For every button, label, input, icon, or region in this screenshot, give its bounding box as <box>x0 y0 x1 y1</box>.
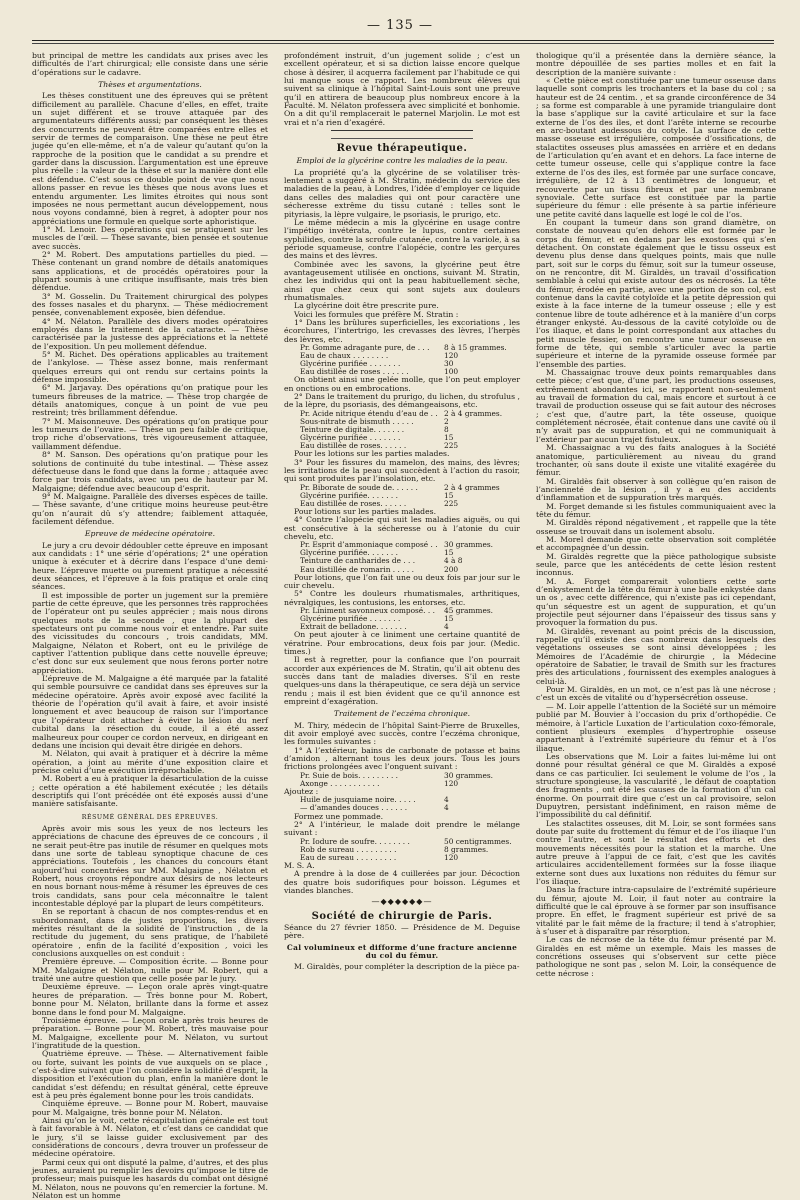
paragraph: M. Giraldès, revenant au point précis de la discussion, rappelle qu’il existe des cas nombreux dans lesquels des végétations osseuses se sont ainsi développées ; les Mémoires de l’Académie de chirurgie , la Médecine opératoire de Sabatier, le travail de Smith sur les fractures près des articulations , fournissent des exemples analogues à celui-là. <box>536 626 776 686</box>
prescription-ingredient: Pr. Suie de bois. . . . . . . . . <box>300 770 399 780</box>
section-heading: Traitement de l’eczéma chronique. <box>333 709 471 719</box>
header-rule <box>32 40 774 41</box>
paragraph: thologique qu’il a présentée dans la dernière séance, la montre dépouillée de ses parties molles et en fait la description de la manière suivante : <box>536 51 776 77</box>
paragraph: M. A. Forget comparerait volontiers cette sorte d’enkystement de la tête du fémur à une balle enkystée dans un os , avec cette différence, qui n’existe pas ici cependant, qu’un séquestre est un agent de suppuration, et qu’un projectile peut séjourner dans l’épaisseur des tissus sans y provoquer la formation du pus. <box>536 576 776 628</box>
paragraph: On peut ajouter à ce liniment une certaine quantité de vératrine. Pour embrocations, deux fois par jour. (Medic. times.) <box>284 630 520 656</box>
paragraph: 4° Contre l’alopécie qui suit les maladies aiguës, ou qui est consécutive à la sécheresse ou à l’atonie du cuir chevelu, etc. <box>284 515 520 541</box>
paragraph: M. Chassaignac trouve deux points remarquables dans cette pièce; c’est que, d’une part, les productions osseuses, extrêmement abondantes ici, se rapportent non-seulement au travail de formation du cal, mais encore et surtout à ce travail de production osseuse qui se fait autour des nécroses ; c’est que, d’autre part, la tête osseuse, quoique complétement nécrosée, était contenue dans une cavité où il n’y avait pas de suppuration, et qui ne communiquait à l’extérieur par aucun trajet fistuleux. <box>536 368 776 444</box>
paragraph: 1° A l’extérieur, bains de carbonate de potasse et bains d’amidon , alternant tous les deux jours. Tous les jours frictions prolongées avec l’onguent suivant : <box>284 745 520 772</box>
prescription-ingredient: Pr. Esprit d’ammoniaque composé . . <box>300 540 438 550</box>
prescription-ingredient: Glycérine purifiée. . . . . . . <box>300 490 398 500</box>
paragraph: 5° Contre les douleurs rhumatismales, arthritiques, névralgiques, les contusions, les entorses, etc. <box>284 589 520 607</box>
prescription-amount: 200 <box>444 564 459 574</box>
prescription-amount: 120 <box>444 852 459 862</box>
paragraph: 3° Pour les fissures du mamelon, des mains, des lèvres; les irritations de la peau qui succèdent à l’action du rasoir, qui sont produites par l’insolation, etc. <box>284 457 520 484</box>
paragraph: 1° Dans les brûlures superficielles, les excoriations , les écorchures, l’intertrigo, les crevasses des lèvres, l’herpès des lèvres, etc. <box>284 317 520 344</box>
paragraph: 6° M. Jarjavay. Des opérations qu’on pratique pour les tumeurs fibreuses de la matrice. — Thèse trop chargée de détails anatomiques, conçue à un point de vue peu restreint; très brillamment défendue. <box>32 383 268 418</box>
prescription-ingredient: Pr. Liniment savonneux composé. . . <box>300 606 435 615</box>
prescription-ingredient: Rob de sureau . . . . . . . . . <box>300 844 397 854</box>
prescription-amount: 15 <box>444 614 454 624</box>
paragraph: Quatrième épreuve. — Thèse. — Alternativement faible ou forte, suivant les points de vue auxquels on se place , c’est-à-dire suivant que l’on considère la solidité d’esprit, la disposition et l’exécution du plan, enfin la manière dont le candidat s’est défendu; en résultat général, cette épreuve est à peu près également bonne pour les trois candidats. <box>32 1049 268 1100</box>
paragraph: Le même médecin a mis la glycérine en usage contre l’impétigo invétérata, contre le lupus, contre certaines syphilides, contre la scrofule cutanée, contre la variole, à sa période squameuse, contre l’alopécie, contre les gerçures des mains et des lèvres. <box>284 217 520 261</box>
page-number: — 135 — <box>366 18 434 33</box>
paragraph: La glycérine doit être prescrite pure. <box>294 301 439 311</box>
paragraph: Le cas de nécrose de la tête du fémur présenté par M. Giraldès en est même un exemple. Mais les masses de concrétions osseuses qui s’observent sur cette pièce pathologique ne sont pas , selon M. Loir, la conséquence de cette nécrose : <box>536 935 776 978</box>
paragraph: Cinquième épreuve. — Bonne pour M. Robert, mauvaise pour M. Malgaigne, très bonne pour M. Nélaton. <box>32 1099 268 1117</box>
section-heading: Emploi de la glycérine contre les maladies de la peau. <box>296 156 508 166</box>
column-left <box>32 51 269 1200</box>
column-middle <box>284 52 520 1132</box>
prescription-amount: 15 <box>444 490 454 500</box>
paragraph: En se reportant à chacun de nos comptes-rendus et en subordonnant, dans de justes proportions, les divers mérites résultant de la solidité de l’instruction , de la rectitude du jugement, du sens pratique, de l’habileté opératoire , enfin de la facilité d’exposition , voici les conclusions auxquelles on est conduit : <box>32 907 268 959</box>
paragraph: Après avoir mis sous les yeux de nos lecteurs les appréciations de chacune des épreuves de ce concours , il ne serait peut-être pas inutile de résumer en quelques mots dans une sorte de tableau synoptique chacune de ces appréciations. Toutefois , les chances du concours étant aujourd’hui concentrées sur MM. Malgaigne , Nélaton et Robert, nous croyons répondre aux désirs de nos lecteurs en nous bornant nous-même à résumer les épreuves de ces trois candidats, sans pour cela méconnaître le talent incontestable déployé par la plupart de leurs compétiteurs. <box>32 823 268 909</box>
paragraph: La propriété qu’a la glycérine de se volatiliser très-lentement a suggéré à M. Stratin, médecin du service des maladies de la peau, à Londres, l’idée d’employer ce liquide dans celles des maladies qui ont pour caractère une sécheresse extrême du tissu cutané : telles sont le pityriasis, la lèpre vulgaire, le psoriasis, le prurigo, etc. <box>284 167 520 219</box>
paragraph: — M. Loir appelle l’attention de la Société sur un mémoire publié par M. Bouvier à l’occasion du prix d’orthopédie. Ce mémoire, à l’article Luxation de l’articulation coxo-fémorale, contient plusieurs exemples d’hypertrophie osseuse appartenant à l’extrémité supérieure du fémur et à l’os iliaque. <box>536 701 776 753</box>
prescription-amount: 50 centigrammes. <box>444 836 512 846</box>
prescription-amount: 100 <box>444 367 459 377</box>
paragraph: M. Giraldès répond négativement , et rappelle que la tête osseuse se trouvait dans un isolement absolu. <box>536 518 776 536</box>
prescription-ingredient: Extrait de belladone. . . . . . . <box>300 622 407 632</box>
header-rule-thin <box>32 43 774 44</box>
section-heading: RÉSUMÉ GÉNÉRAL DES ÉPREUVES. <box>81 813 219 821</box>
paragraph: profondément instruit, d’un jugement solide ; c’est un excellent opérateur, et si sa diction laisse encore quelque chose à désirer, il acquerra facilement par l’habitude ce qui lui manque sous ce rapport. Les nombreux élèves qui suivent sa clinique à l’hôpital Saint-Louis sont une preuve qu’il en attirera de beaucoup plus nombreux encore à la Faculté. M. Nélaton professera avec simplicité et bonhomie. On a dit qu’il remplacerait le paternel Marjolin. Le mot est vrai et n’a rien d’exagéré. <box>284 51 520 127</box>
paragraph: M. Robert a eu à pratiquer la désarticulation de la cuisse ; cette opération a été habilement exécutée ; les détails descriptifs qui l’ont précédée ont été exposés aussi d’une manière satisfaisante. <box>32 774 268 809</box>
paragraph: 5° M. Richet. Des opérations applicables au traitement de l’ankylose. — Thèse assez bonne, mais renfermant quelques erreurs qui ont rendu sur certains points la défense impossible. <box>32 350 268 385</box>
paragraph: A prendre à la dose de 4 cuillerées par jour. Décoction des quatre bois sudorifiques pour boisson. Légumes et viandes blanches. <box>284 869 520 895</box>
paragraph: Parmi ceux qui ont disputé la palme, d’autres, et des plus jeunes, auraient pu remplir les devoirs qu’impose le titre de professeur; mais puisque les hasards du combat ont désigné M. Nélaton, nous ne pouvons qu’en remercier la fortune. M. Nélaton est un homme <box>32 1157 269 1200</box>
section-heading: Cal volumineux et difforme d’une fracture ancienne du col du fémur. <box>286 942 518 960</box>
paragraph: Pour M. Giraldès, en un mot, ce n’est pas là une nécrose ; c’est un excès de vitalité ou d’hypersécrétion osseuse. <box>536 685 776 703</box>
paragraph: Première épreuve. — Composition écrite. — Bonne pour MM. Malgaigne et Nélaton, nulle pour M. Robert, qui a traité une autre question que celle posée par le jury. <box>32 957 268 984</box>
prescription-ingredient: Eau de sureau . . . . . . . . . <box>300 852 397 862</box>
paragraph: Pour lotions, que l’on fait une ou deux fois par jour sur le cuir chevelu. <box>284 572 520 590</box>
prescription-ingredient: Teinture de cantharides de . . . <box>300 556 416 566</box>
paragraph: Les thèses constituent une des épreuves qui se prêtent difficilement au parallèle. Chacune d’elles, en effet, traite un sujet différent et se trouve attaquée par des argumentateurs différents aussi; par conséquent les thèses des concurrents ne peuvent être comparées entre elles et servir de termes de comparaison. Une thèse ne peut être jugée qu’en elle-même, et n’a de valeur qu’autant qu’on la rapproche de la position que le candidat a su prendre et garder dans la discussion. L’argumentation est une épreuve plus réelle : la valeur de la thèse et sur la manière dont elle est défendue. C’est sous ce double point de vue que nous allons passer en revue les thèses que nous avons lues et entendu argumenter. Les limites étroites qui nous sont imposées ne nous permettant aucun développement, nous nous voyons condamné, bien à regret, à adopter pour nos appréciations une formule en quelque sorte aphoristique. <box>32 91 268 226</box>
section-heading: Epreuve de médecine opératoire. <box>84 529 216 539</box>
prescription-amount: 120 <box>444 351 459 361</box>
prescription-ingredient: Eau distillée de roses . . . . . . <box>300 367 409 377</box>
prescription-amount: 4 <box>444 795 449 805</box>
prescription-ingredient: Pr. Acide nitrique étendu d’eau de . . <box>300 408 438 418</box>
paragraph: En coupant la tumeur dans son grand diamètre, on constate de nouveau qu’en dehors elle est formée par le corps du fémur, et en dedans par les exostoses qui s’en détachent. On constate également que le tissu osseux est devenu plus dense dans quelques points, mais que nulle part, soit sur le corps du fémur, soit sur la tumeur osseuse, on ne rencontre, dit M. Giraldès, un travail d’ossification semblable à celui qui existe autour des os nécrosés. La tête du fémur, érodée en partie, avec une portion de son col, est contenue dans la cavité cotyloïde et la petite dépression qui existe à la face interne de la tumeur osseuse ; elle y est contenue libre de toute adhérence et à la manière d’un corps étranger enkysté. Au-dessous de la cavité cotyloïde ou de l’os iliaque, et dans le point correspondant aux attaches du petit muscle fessier, on rencontre une tumeur osseuse en forme de tête, qui semble s’articuler avec la partie supérieure et interne de la pyramide osseuse formée par l’ensemble des parties. <box>536 217 776 369</box>
prescription-ingredient: Glycérine purifiée. . . . . . . <box>300 548 398 558</box>
paragraph: M. Morel demande que cette observation soit complétée et accompagnée d’un dessin. <box>536 534 776 553</box>
prescription-ingredient: Eau distillée de roses. . . . . . <box>300 441 407 451</box>
prescription-ingredient: Teinture de digitale. . . . . . . <box>300 424 405 434</box>
paragraph: « Cette pièce est constituée par une tumeur osseuse dans laquelle sont compris les trochanters et la base du col ; sa hauteur est de 24 centim. , et sa grande circonférence de 34 ; sa forme est comparable à une pyramide triangulaire dont la base s’applique sur la cavité articulaire et sur la face externe de l’os des iles, et dont l’arête interne se recourbe en arc-boutant audessous du cotyle. La surface de cette masse osseuse est irrégulière, composée d’ossifications, de stalactites osseuses plus amassées en arrière et en dedans de l’articulation qu’en avant et en dehors. La face interne de cette tumeur osseuse, celle qui s’applique contre la face externe de l’os des iles, est formée par une surface concave, irrégulière, de 12 à 13 centimètres de longueur, et recouverte par un tissu fibreux et par une membrane synoviale. Cette surface est constituée par la partie supérieure du fémur : elle présente à sa partie inférieure une petite cavité dans laquelle est logé le col de l’os. <box>536 76 776 219</box>
prescription-line <box>284 780 520 788</box>
prescription-ingredient: Glycérine purifiée . . . . . . . <box>300 359 401 369</box>
prescription-amount: 4 à 8 <box>444 556 463 566</box>
paragraph: Deuxième épreuve. — Leçon orale après vingt-quatre heures de préparation. — Très bonne pour M. Robert, bonne pour M. Nélaton, brillante dans la forme et assez bonne dans le fond pour M. Malgaigne. <box>32 982 268 1017</box>
paragraph: Les observations que M. Loir a faites lui-même lui ont donné pour résultat général ce que M. Giraldès a exposé dans ce cas particulier. Ici seulement le volume de l’os , la structure spongieuse, la vascularité , le défaut de coaptation des fragments , ont été les causes de la formation d’un cal énorme. On pourrait dire que c’est un cal provisoire, selon Dupuytren, persistant indéfiniment, en raison même de l’impossibilité du cal définitif. <box>536 751 776 820</box>
paragraph: 2° Dans le traitement du prurigo, du lichen, du strofulus , de la lèpre, du psoriasis, des démangeaisons, etc. <box>284 392 520 410</box>
prescription-ingredient: Sous-nitrate de bismuth . . . . . <box>300 416 414 426</box>
paragraph: M. Nélaton, qui avait à pratiquer et à décrire la même opération, a joint au mérite d’une exposition claire et précise celui d’une exécution irréprochable. <box>32 749 268 775</box>
paragraph: Les stalactites osseuses, dit M. Loir, se sont formées sans doute par suite du frottement du fémur et de l’os iliaque l’un contre l’autre, et sont le résultat des efforts et des mouvements nécessités pour la station et la marche. Une autre preuve à l’appui de ce fait, c’est que les cavités articulaires accidentellement formées sur la fosse iliaque externe sont dues aux luxations non réduites du fémur sur l’os iliaque. <box>536 818 776 887</box>
prescription-amount: 4 <box>444 803 449 813</box>
prescription-ingredient: Pr. Gomme adragante pure, de . . . <box>300 343 430 352</box>
prescription-amount: 2 à 4 grammes <box>444 482 500 492</box>
prescription-ingredient: Glycérine purifiée . . . . . . . <box>300 614 401 624</box>
paragraph: Pour lotions sur les parties malades. <box>294 506 437 516</box>
paragraph: 3° M. Gosselin. Du Traitement chirurgical des polypes des fosses nasales et du pharynx. — Thèse médiocrement pensée, convenablement exposée, bien défendue. <box>32 291 268 318</box>
prescription-amount: 30 <box>444 359 454 369</box>
paragraph: Voici les formules que préfère M. Stratin : <box>294 309 459 319</box>
paragraph: M. Giraldès fait observer à son collègue qu’en raison de l’ancienneté de la lésion , il y a eu des accidents d’inflammation et de suppuration très marqués. <box>536 476 776 503</box>
prescription-ingredient: Pr. Iodure de soufre. . . . . . . . <box>300 836 410 846</box>
column-right <box>536 52 776 1132</box>
section-heading: Revue thérapeutique. <box>336 143 468 155</box>
paragraph: 4° M. Nélaton. Parallèle des divers modes opératoires employés dans le traitement de la cataracte. — Thèse caractérisée par la justesse des appréciations et la netteté de l’exposition. Un peu mollement défendue. <box>32 316 268 351</box>
prescription-amount: 225 <box>444 498 459 508</box>
prescription-ingredient: — d’amandes douces . . . . . . <box>300 803 408 813</box>
section-separator <box>331 130 473 139</box>
paragraph: M. Giraldès, pour compléter la description de la pièce pa- <box>294 962 520 972</box>
prescription-ingredient: Glycérine purifiée . . . . . . . <box>300 433 401 443</box>
prescription-amount: 2 à 4 grammes. <box>444 408 503 418</box>
section-heading: Thèses et argumentations. <box>98 80 202 90</box>
prescription-ingredient: Eau distillée de roses. . . . . . <box>300 498 407 508</box>
paragraph: 9° M. Malgaigne. Parallèle des diverses espèces de taille. — Thèse savante, d’une critique moins heureuse peut-être qu’on n’aurait dû s’y attendre; faiblement attaquée, facilement défendue. <box>32 491 268 526</box>
paragraph: 8° M. Sanson. Des opérations qu’on pratique pour les solutions de continuité du tube intestinal. — Thèse assez défectueuse dans le fond que dans la forme ; attaquée avec force par trois candidats, avec un peu de hauteur par M. Malgaigne; défendue avec beaucoup d’esprit. <box>32 450 268 493</box>
paragraph: Combinée avec les savons, la glycérine peut être avantageusement utilisée en onctions, suivant M. Stratin, chez les individus qui ont la peau habituellement sèche, ainsi que chez ceux qui sont sujets aux douleurs rhumatismales. <box>284 259 520 302</box>
paragraph: Formez une pommade. <box>294 811 384 821</box>
prescription-amount: 8 grammes. <box>444 844 489 854</box>
paragraph: M. Chassaignac a vu des faits analogues à la Société anatomique, particulièrement au niveau du grand trochanter, où sans doute il existe une vitalité exagérée du fémur. <box>536 443 776 478</box>
paragraph: Séance du 27 février 1850. — Présidence de M. Deguise père. <box>284 922 520 941</box>
prescription-ingredient: Huile de jusquiame noire. . . . . <box>300 795 416 805</box>
prescription-amount: 15 <box>444 433 454 443</box>
prescription-amount: 15 <box>444 548 454 558</box>
paragraph: Il est impossible de porter un jugement sur la première partie de cette épreuve, que les personnes très rapprochées de l’opérateur ont pu seules apprécier ; mais nous dirons quelques mots de la seconde , que la plupart des spectateurs ont pu comme nous voir et entendre. Par suite des vicissitudes du concours , trois candidats, MM. Malgaigne, Nélaton et Robert, ont eu le privilége de captiver l’attention publique dans cette nouvelle épreuve; c’est donc sur eux seulement que nous ferons porter notre appréciation. <box>32 590 268 675</box>
paragraph: 2° M. Robert. Des amputations partielles du pied. — Thèse contenant un grand nombre de détails anatomiques sans applications, et de procédés opératoires pour la plupart soumis à une critique insuffisante, mais très bien défendue. <box>32 249 268 293</box>
prescription-amount: 30 grammes. <box>444 540 493 550</box>
prescription-amount: 45 grammes. <box>444 606 493 615</box>
paragraph: Il est à regretter, pour la confiance que l’on pourrait accorder aux expériences de M. Stratin, qu’il ait obtenu des succès dans tant de maladies diverses. S’il en reste quelques-uns dans la thérapeutique, ce sera déjà un service rendu ; mais il est bien évident que ce qu’il annonce est empreint d’exagération. <box>284 655 520 707</box>
paragraph: 7° M. Maisonneuve. Des opérations qu’on pratique pour les tumeurs de l’ovaire. — Thèse un peu faible de critique, trop riche d’observations, très vigoureusement attaquée, vaillamment défendue. <box>32 416 268 451</box>
prescription-ingredient: Eau de chaux . . . . . . . . <box>300 351 389 361</box>
paragraph: 1° M. Lenoir. Des opérations qui se pratiquent sur les muscles de l’œil. — Thèse savante, bien pensée et soutenue avec succès. <box>32 224 268 251</box>
prescription-ingredient: Axonge . . . . . . . . . . . <box>300 778 380 788</box>
prescription-ingredient: Eau distillée de romarin . . . . . <box>300 564 414 574</box>
paragraph: On obtient ainsi une gelée molle, que l’on peut employer en onctions ou en embrocations. <box>284 375 520 393</box>
paragraph: Ainsi qu’on le voit, cette récapitulation générale est tout à fait favorable à M. Nélaton, et c’est dans ce candidat que le jury, s’il se laisse guider exclusivement par des considérations de concours , devra trouver un professeur de médecine opératoire. <box>32 1115 268 1159</box>
prescription-amount: 120 <box>444 778 459 788</box>
paragraph: Pour les lotions sur les parties malades. <box>294 449 450 459</box>
prescription-amount: 8 <box>444 424 449 434</box>
paragraph: Ajoutez : <box>284 786 319 796</box>
paragraph: Troisième épreuve. — Leçon orale après trois heures de préparation. — Bonne pour M. Robert, très mauvaise pour M. Malgaigne, excellente pour M. Nélaton, vu surtout l’ingratitude de la question. <box>32 1015 268 1050</box>
prescription-amount: 2 <box>444 416 449 426</box>
prescription-amount: 8 à 15 grammes. <box>444 343 507 352</box>
ornament-divider: —◆◆◆◆◆◆— <box>371 897 433 907</box>
section-heading: Société de chirurgie de Paris. <box>311 910 493 922</box>
paragraph: M. Forget demande si les fistules communiquaient avec la tête du fémur. <box>536 501 776 519</box>
prescription-amount: 4 <box>444 622 449 632</box>
paragraph: M. S. A. <box>284 860 315 870</box>
paragraph: M. Giraldès regrette que la pièce pathologique subsiste seule, parce que les antécédents de cette lésion restent inconnus. <box>536 551 776 578</box>
paragraph: but principal de mettre les candidats aux prises avec les difficultés de l’art chirurgical; elle consiste dans une série d’opérations sur le cadavre. <box>32 51 268 77</box>
paragraph: L’épreuve de M. Malgaigne a été marquée par la fatalité qui semble poursuivre ce candidat dans ses épreuves sur la médecine opératoire. Après avoir exposé avec facilité la théorie de l’opération qu’il avait à faire, et avoir insisté longuement et avec beaucoup de raison sur l’importance que l’opérateur doit attacher à éviter la lésion du nerf cubital dans la résection du coude, il a été assez malheureux pour couper ce cordon nerveux, en dirigeant en dedans une incision qui devait être dirigée en dehors. <box>32 674 268 750</box>
prescription-line <box>284 854 520 862</box>
paragraph: 2° A l’intérieur, le malade doit prendre le mélange suivant : <box>284 819 520 838</box>
paragraph: M. Thiry, médecin de l’hôpital Saint-Pierre de Bruxelles, dit avoir employé avec succès, contre l’eczéma chronique, les formules suivantes : <box>284 720 520 747</box>
prescription-ingredient: Pr. Biborate de soude de. . . . . . <box>300 482 418 492</box>
paragraph: Dans la fracture intra-capsulaire de l’extrémité supérieure du fémur, ajoute M. Loir, il faut noter au contraire la difficulté que le cal éprouve à se former par son insuffisance propre. En effet, le fragment supérieur est privé de sa vitalité par le fait même de la fracture; il tend à s’atrophier, à s’user et à disparaître par résorption. <box>536 885 776 937</box>
prescription-amount: 30 grammes. <box>444 770 493 780</box>
prescription-amount: 225 <box>444 441 459 451</box>
paragraph: Le jury a cru devoir dédoubler cette épreuve en imposant aux candidats : 1° une série d’opérations; 2° une opération unique à exécuter et à décrire dans l’espace d’une demi-heure. L’épreuve muette ou purement pratique a nécessité deux séances, et l’épreuve à la fois pratique et orale cinq séances. <box>32 540 268 592</box>
